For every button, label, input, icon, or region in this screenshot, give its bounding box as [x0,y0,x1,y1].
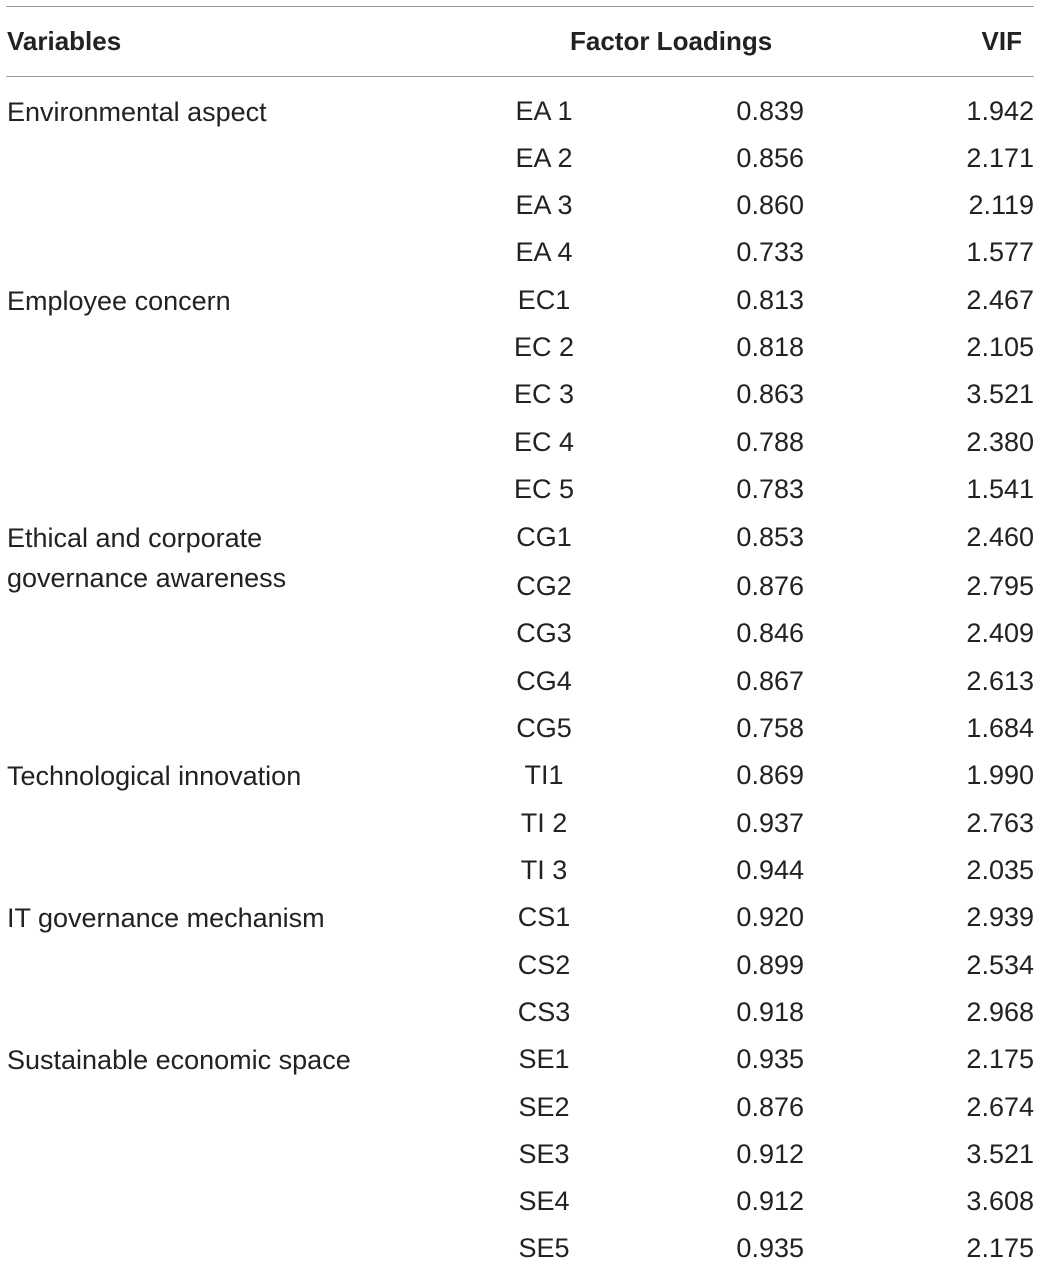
cell-factor-loading: 0.839 [736,96,804,126]
cell-factor-loading: 0.783 [736,474,804,504]
cell-variable [7,942,427,946]
cell-variable [7,135,427,139]
cell-variable [7,1084,427,1088]
table-row [0,705,1040,752]
cell-factor-loading: 0.935 [736,1044,804,1074]
cell-vif: 2.968 [966,997,1034,1027]
cell-factor-loading: 0.876 [736,1092,804,1122]
cell-variable [7,989,427,993]
cell-vif: 1.684 [966,713,1034,743]
cell-item: EC 2 [513,332,575,362]
cell-item: SE5 [518,1233,570,1263]
cell-variable: Environmental aspect [7,97,267,127]
cell-item: SE4 [518,1186,570,1216]
cell-vif: 2.171 [966,143,1034,173]
cell-item: EA 4 [515,237,573,267]
cell-item: TI 2 [520,808,568,838]
cell-variable: Employee concern [7,286,231,316]
cell-variable: Ethical and corporate governance awareness [7,523,287,593]
table-row [0,135,1040,182]
cell-factor-loading: 0.788 [736,427,804,457]
cell-variable [7,182,427,186]
cell-vif: 2.380 [966,427,1034,457]
cell-variable: Sustainable economic space [7,1045,351,1075]
cell-vif: 1.990 [966,760,1034,790]
table-row [0,894,1040,941]
table-row [0,1036,1040,1083]
cell-variable: IT governance mechanism [7,903,325,933]
cell-factor-loading: 0.944 [736,855,804,885]
cell-vif: 2.105 [966,332,1034,362]
table-row [0,371,1040,418]
table-top-rule [6,6,1034,7]
table-row [0,847,1040,894]
cell-item: TI1 [524,760,564,790]
cell-factor-loading: 0.876 [736,571,804,601]
cell-item: CG1 [516,522,572,552]
table-row [0,324,1040,371]
table-row [0,1178,1040,1225]
cell-vif: 1.541 [966,474,1034,504]
cell-variable [7,610,427,614]
cell-vif: 2.939 [966,902,1034,932]
cell-variable [7,800,427,804]
cell-item: EC 3 [513,379,575,409]
cell-vif: 2.409 [966,618,1034,648]
cell-item: CS2 [517,950,571,980]
cell-factor-loading: 0.733 [736,237,804,267]
cell-vif: 2.795 [966,571,1034,601]
cell-item: EC 4 [513,427,575,457]
cell-factor-loading: 0.912 [736,1139,804,1169]
table-row [0,610,1040,657]
table-header-rule [6,76,1034,77]
cell-item: EA 2 [515,143,573,173]
cell-factor-loading: 0.863 [736,379,804,409]
cell-item: CG5 [516,713,572,743]
cell-variable [7,229,427,233]
cell-item: SE3 [518,1139,570,1169]
cell-variable [7,1131,427,1135]
cell-factor-loading: 0.937 [736,808,804,838]
cell-item: CG4 [516,666,572,696]
table-row [0,1131,1040,1178]
cell-vif: 3.521 [966,379,1034,409]
table-row [0,88,1040,135]
cell-factor-loading: 0.920 [736,902,804,932]
cell-vif: 3.608 [966,1186,1034,1216]
cell-vif: 1.577 [966,237,1034,267]
cell-variable [7,324,427,328]
table-row [0,658,1040,705]
header-variables: Variables [7,26,122,56]
cell-variable [7,1225,427,1229]
cell-factor-loading: 0.856 [736,143,804,173]
cell-item: SE2 [518,1092,570,1122]
cell-item: TI 3 [520,855,568,885]
cell-vif: 1.942 [966,96,1034,126]
cell-factor-loading: 0.912 [736,1186,804,1216]
table-row [0,182,1040,229]
table-row [0,563,1040,610]
cell-variable [7,705,427,709]
cell-vif: 2.175 [966,1233,1034,1263]
cell-factor-loading: 0.867 [736,666,804,696]
cell-variable: Technological innovation [7,761,302,791]
cell-factor-loading: 0.860 [736,190,804,220]
cell-variable [7,371,427,375]
cell-vif: 3.521 [966,1139,1034,1169]
cell-variable [7,1178,427,1182]
cell-vif: 2.763 [966,808,1034,838]
cell-factor-loading: 0.935 [736,1233,804,1263]
cell-vif: 2.467 [966,285,1034,315]
table-row [0,942,1040,989]
header-factor-loadings: Factor Loadings [570,26,773,56]
header-vif: VIF [981,26,1022,56]
cell-item: CS1 [517,902,571,932]
cell-item: EA 3 [515,190,573,220]
table-header-row [0,20,1040,62]
table-row [0,752,1040,799]
cell-item: CG2 [516,571,572,601]
cell-variable [7,658,427,662]
cell-item: EC1 [517,285,571,315]
cell-vif: 2.460 [966,522,1034,552]
cell-item: CG3 [516,618,572,648]
cell-item: SE1 [518,1044,570,1074]
cell-factor-loading: 0.758 [736,713,804,743]
cell-factor-loading: 0.813 [736,285,804,315]
cell-vif: 2.534 [966,950,1034,980]
cell-item: EC 5 [513,474,575,504]
cell-item: CS3 [517,997,571,1027]
cell-variable [7,419,427,423]
cell-item: EA 1 [515,96,573,126]
cell-factor-loading: 0.918 [736,997,804,1027]
cell-factor-loading: 0.818 [736,332,804,362]
cell-vif: 2.035 [966,855,1034,885]
cell-vif: 2.119 [968,190,1034,220]
cell-factor-loading: 0.846 [736,618,804,648]
table-row [0,1225,1040,1272]
cell-vif: 2.674 [966,1092,1034,1122]
cell-variable [7,847,427,851]
cell-vif: 2.175 [966,1044,1034,1074]
cell-vif: 2.613 [966,666,1034,696]
cell-factor-loading: 0.899 [736,950,804,980]
cell-factor-loading: 0.869 [736,760,804,790]
table-row [0,419,1040,466]
table-row [0,466,1040,513]
cell-factor-loading: 0.853 [736,522,804,552]
cell-variable [7,466,427,470]
table-row [0,800,1040,847]
table-row [0,1084,1040,1131]
table-row [0,229,1040,276]
cell-variable [7,563,427,567]
table-row [0,277,1040,324]
table-row [0,989,1040,1036]
